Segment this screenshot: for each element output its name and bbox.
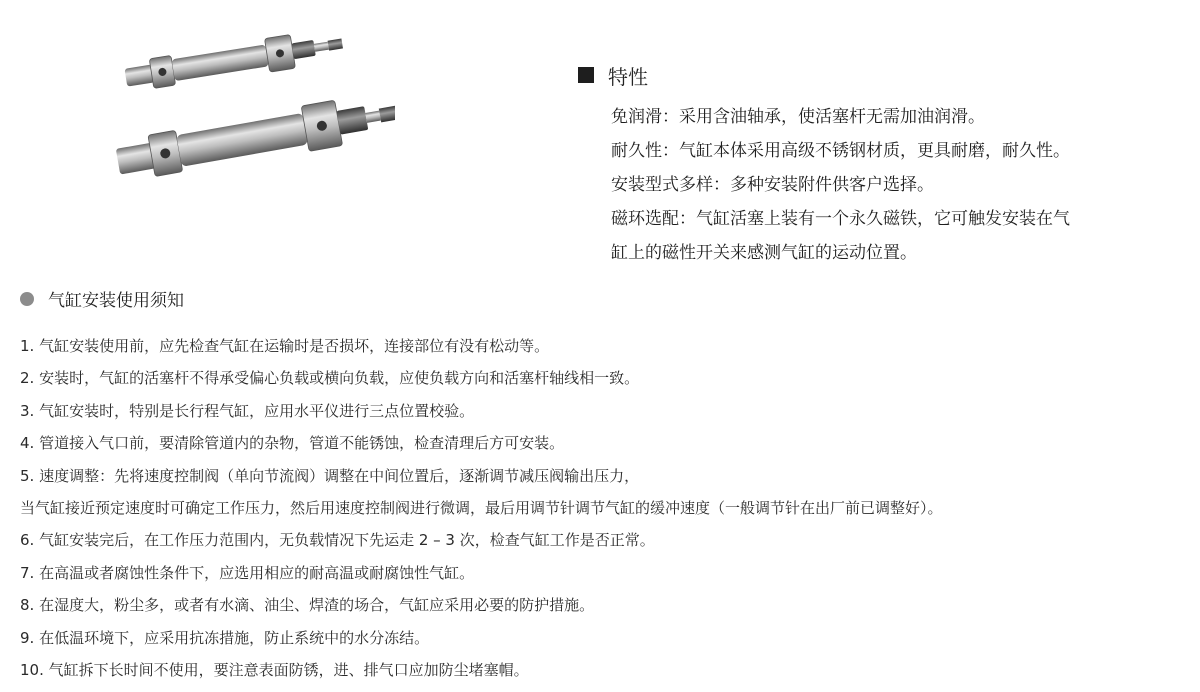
notes-title: 气缸安装使用须知 — [48, 291, 184, 311]
note-item: 2. 安装时，气缸的活塞杆不得承受偏心负载或横向负载，应使负载方向和活塞杆轴线相一致。 — [20, 369, 640, 388]
feature-line: 安装型式多样：多种安装附件供客户选择。 — [611, 175, 934, 195]
note-item: 10. 气缸拆下长时间不使用，要注意表面防锈，进、排气口应加防尘堵塞帽。 — [20, 661, 529, 680]
features-section — [578, 60, 1188, 270]
notes-heading — [20, 286, 184, 311]
note-item: 1. 气缸安装使用前，应先检查气缸在运输时是否损坏，连接部位有没有松动等。 — [20, 337, 550, 355]
small-cylinder — [123, 27, 345, 95]
note-item: 3. 气缸安装时，特别是长行程气缸，应用水平仪进行三点位置校验。 — [20, 401, 475, 420]
features-title: 特性 — [608, 64, 648, 89]
features-heading — [578, 60, 1188, 90]
cylinder-product-image — [105, 14, 395, 194]
note-item: 4. 管道接入气口前，要清除管道内的杂物，管道不能锈蚀，检查清理后方可安装。 — [20, 434, 565, 453]
notes-list — [20, 330, 1190, 686]
square-bullet-icon — [578, 67, 594, 83]
note-item: 5. 速度调整：先将速度控制阀（单向节流阀）调整在中间位置后，逐渐调节减压阀输出压力， — [20, 466, 640, 485]
feature-line: 耐久性：气缸本体采用高级不锈钢材质，更具耐磨，耐久性。 — [611, 141, 1070, 161]
note-item: 8. 在湿度大，粉尘多，或者有水滴、油尘、焊渣的场合，气缸应采用必要的防护措施。 — [20, 596, 595, 615]
large-cylinder — [114, 90, 395, 185]
note-item: 7. 在高温或者腐蚀性条件下，应选用相应的耐高温或耐腐蚀性气缸。 — [20, 563, 475, 582]
circle-bullet-icon — [20, 292, 34, 306]
note-item: 9. 在低温环境下，应采用抗冻措施，防止系统中的水分冻结。 — [20, 628, 430, 647]
feature-line: 磁环选配：气缸活塞上装有一个永久磁铁，它可触发安装在气 — [611, 209, 1070, 229]
note-item: 当气缸接近预定速度时可确定工作压力，然后用速度控制阀进行微调，最后用调节针调节气缸的缓冲速度（一般调节针在出厂前已调整好）。 — [20, 499, 943, 518]
features-list — [611, 100, 1188, 270]
feature-line: 免润滑：采用含油轴承，使活塞杆无需加油润滑。 — [611, 107, 985, 127]
note-item: 6. 气缸安装完后，在工作压力范围内，无负载情况下先运走 2 – 3 次，检查气缸工作是否正常。 — [20, 531, 655, 550]
feature-line: 缸上的磁性开关来感测气缸的运动位置。 — [611, 243, 917, 263]
